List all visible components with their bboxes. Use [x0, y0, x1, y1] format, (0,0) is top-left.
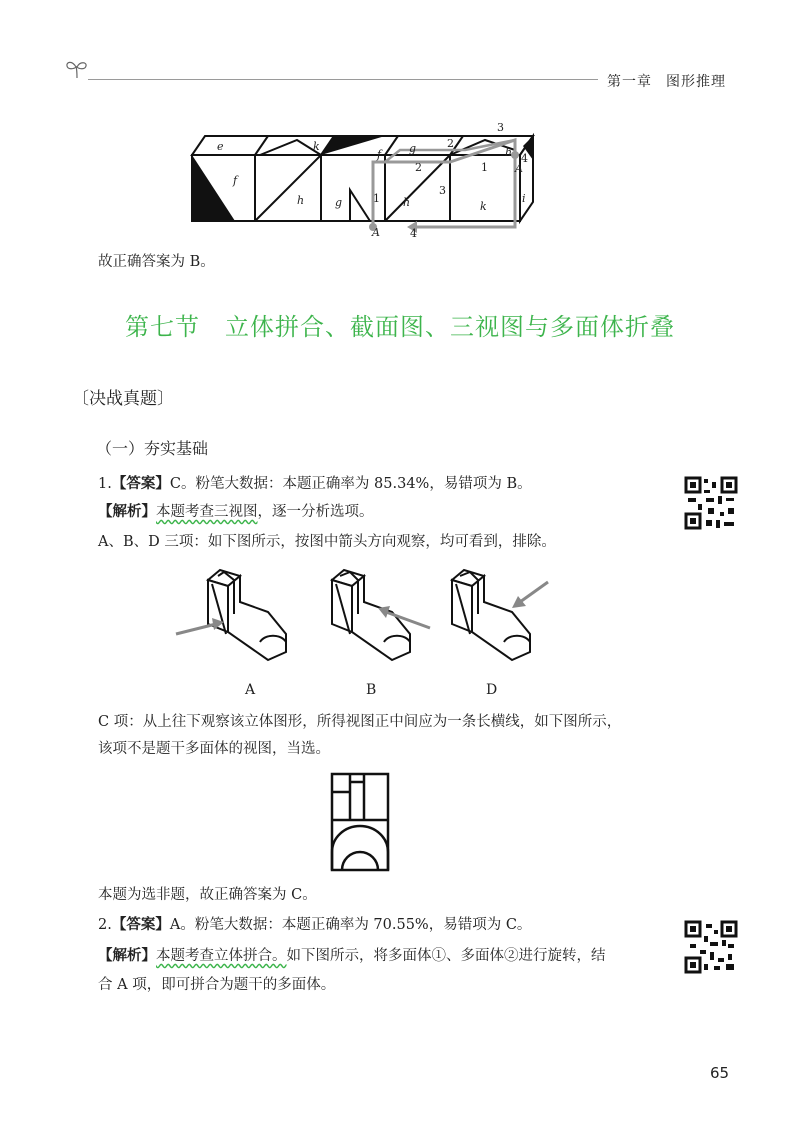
- view-figure-d: [440, 562, 580, 672]
- q1-answer-line: [98, 474, 532, 494]
- qr-code-icon[interactable]: [684, 476, 738, 530]
- answer-line-prev: 故正确答案为 B。: [98, 254, 215, 270]
- fig-letter: h: [505, 146, 513, 159]
- q2-analysis-rest: 如下图所示，将多面体①、多面体②进行旋转，结: [286, 948, 606, 964]
- q1-analysis-key: 本题考查三视图: [156, 504, 258, 520]
- section-title: 第七节 立体拼合、截面图、三视图与多面体折叠: [125, 313, 675, 341]
- q1-conclusion: 本题为选非题，故正确答案为 C。: [98, 887, 317, 903]
- q1-analysis-rest: ，逐一分析选项。: [257, 504, 374, 520]
- option-label-a: A: [245, 682, 256, 698]
- q1-analysis-tag: 【解析】: [98, 503, 156, 520]
- corner-bracket-left: 〔: [72, 389, 89, 409]
- view-figure-b: [310, 562, 450, 672]
- fig-number: 2: [447, 137, 454, 150]
- option-label-b: B: [366, 682, 377, 698]
- q1-c-line1: C 项：从上往下观察该立体图形，所得视图正中间应为一条长横线，如下图所示，: [98, 714, 622, 730]
- sub-title: （一）夯实基础: [96, 439, 209, 458]
- qr-code-icon[interactable]: [684, 920, 738, 974]
- chapter-title: 图形推理: [666, 74, 726, 90]
- q2-analysis-key: 本题考查立体拼合。: [156, 948, 287, 964]
- q2-answer-text: A。粉笔大数据：本题正确率为 70.55%，易错项为 C。: [169, 917, 532, 933]
- folded-strip-figure: [185, 120, 535, 240]
- fig-number: 3: [497, 121, 504, 134]
- block-title-text: 决战真题: [89, 389, 157, 409]
- q2-answer-line: [98, 915, 531, 935]
- chapter-header: [607, 71, 740, 91]
- fig-letter: A: [515, 162, 523, 175]
- q1-answer-text: C。粉笔大数据：本题正确率为 85.34%，易错项为 B。: [169, 476, 532, 492]
- fig-letter: k: [480, 200, 487, 213]
- chapter-label: 第一章: [607, 74, 652, 90]
- top-view-figure: [330, 772, 390, 872]
- view-figure-a: [168, 562, 308, 672]
- page-number: 65: [710, 1064, 730, 1082]
- q1-c-line2: 该项不是题干多面体的视图，当选。: [98, 741, 330, 757]
- fig-letter: A: [372, 226, 380, 239]
- fig-letter: g: [335, 196, 343, 209]
- header-rule: [88, 79, 598, 80]
- q2-answer-tag: 【答案】: [111, 916, 170, 933]
- fig-letter: e: [217, 140, 224, 153]
- q2-analysis-line: [98, 946, 606, 966]
- fig-number: 4: [410, 227, 417, 240]
- fig-letter: h: [297, 194, 305, 207]
- fig-letter: g: [409, 142, 417, 155]
- fig-letter: i: [522, 192, 526, 205]
- q1-answer-tag: 【答案】: [111, 475, 170, 492]
- fig-letter: h: [403, 196, 411, 209]
- sprout-icon: [64, 58, 90, 80]
- fig-letter: f: [233, 174, 238, 187]
- q1-line3: A、B、D 三项：如下图所示，按图中箭头方向观察，均可看到，排除。: [98, 534, 556, 550]
- q2-analysis-tag: 【解析】: [98, 947, 156, 964]
- fig-number: 1: [373, 192, 380, 205]
- fig-number: 3: [439, 184, 446, 197]
- fig-letter: f: [377, 148, 382, 161]
- q1-analysis-line: [98, 502, 374, 522]
- corner-bracket-right: 〕: [157, 389, 174, 409]
- block-title: [72, 384, 174, 409]
- q2-line2: 合 A 项，即可拼合为题干的多面体。: [98, 977, 336, 993]
- fig-letter: k: [313, 140, 320, 153]
- q1-number: 1.: [98, 476, 112, 492]
- fig-number: 2: [415, 161, 422, 174]
- q2-number: 2.: [98, 917, 112, 933]
- option-label-d: D: [486, 682, 498, 698]
- fig-number: 4: [521, 152, 528, 165]
- fig-number: 1: [481, 161, 488, 174]
